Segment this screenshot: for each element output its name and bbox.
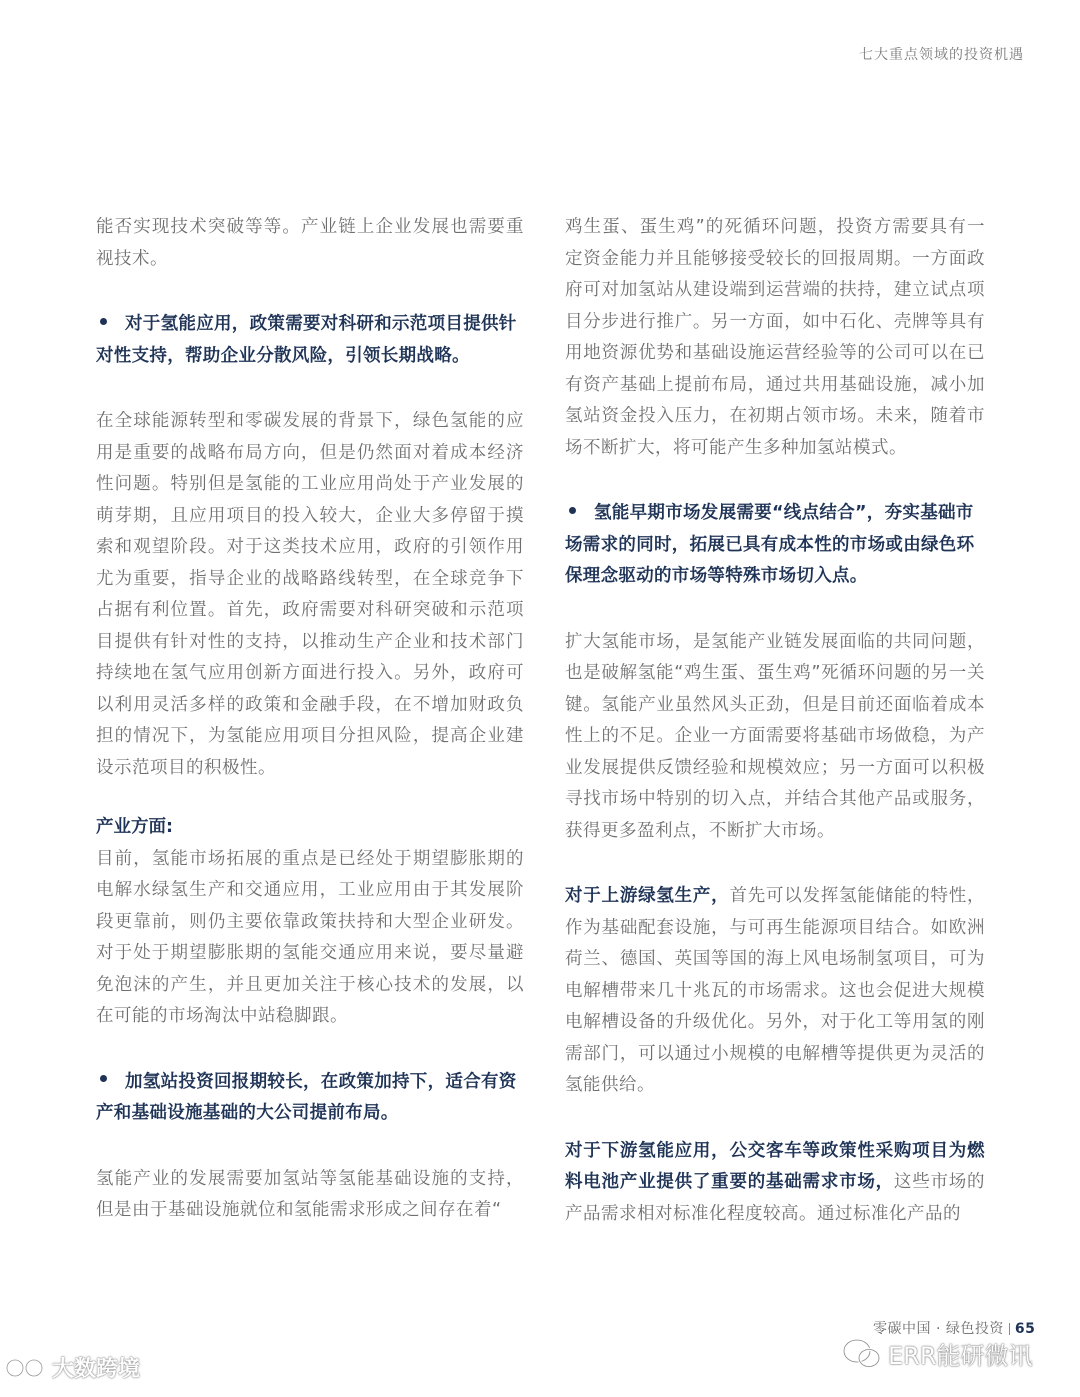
- bullet-point-1: [96, 309, 524, 372]
- watermark-right: [842, 1336, 1033, 1371]
- watermark-right-text: ERR能研微讯: [888, 1342, 1033, 1370]
- page-number: 65: [1014, 1321, 1036, 1337]
- downstream-lead: 对于下游氢能应用，公交客车等政策性采购项目为燃料电池产业提供了重要的基础需求市场，: [565, 1140, 985, 1192]
- left-paragraph-4: 氢能产业的发展需要加氢站等氢能基础设施的支持，但是由于基础设施就位和氢能需求形成之间存在着“: [96, 1168, 524, 1220]
- right-paragraph-1: 鸡生蛋、蛋生鸡”的死循环问题，投资方需要具有一定资金能力并且能够接受较长的回报周期。一方面政府可对加氢站从建设端到运营端的扶持，建立试点项目分步进行推广。另一方面，如中石化、壳牌等具有用地资源优势和基础设施运营经验等的公司可以在已有资产基础上提前布局，通过共用基础设施，减小加氢站资金投入压力，在初期占领市场。未来，随着市场不断扩大，将可能产生多种加氢站模式。: [565, 217, 985, 458]
- downstream-body: 这些市场的产品需求相对标准化程度较高。通过标准化产品的: [565, 1172, 986, 1224]
- left-column: [96, 212, 524, 1227]
- right-paragraph-3: [565, 881, 985, 1102]
- bullet-dot-icon: [100, 318, 107, 325]
- footer-publication-title: 零碳中国 · 绿色投资: [873, 1321, 1004, 1337]
- upstream-body: 首先可以发挥氢能储能的特性，作为基础配套设施，与可再生能源项目结合。如欧洲荷兰、德国、英国等国的海上风电场制氢项目，可为电解槽带来几十兆瓦的市场需求。这也会促进大规模电解槽设备的升级优化。另外，对于化工等用氢的刚需部门，可以通过小规模的电解槽等提供更为灵活的氢能供给。: [565, 886, 986, 1095]
- watermark-left: [6, 1352, 140, 1383]
- right-paragraph-2: 扩大氢能市场，是氢能产业链发展面临的共同问题，也是破解氢能“鸡生蛋、蛋生鸡”死循环问题的另一关键。氢能产业虽然风头正劲，但是目前还面临着成本性上的不足。企业一方面需要将基础市场做稳，为产业发展提供反馈经验和规模效应；另一方面可以积极寻找市场中特别的切入点，并结合其他产品或服务，获得更多盈利点，不断扩大市场。: [565, 631, 985, 841]
- watermark-logo-icon: [6, 1355, 48, 1381]
- bullet-dot-icon: [569, 507, 576, 514]
- right-column: [565, 212, 985, 1230]
- left-paragraph-1: 能否实现技术突破等等。产业链上企业发展也需要重视技术。: [96, 217, 524, 269]
- right-paragraph-4: [565, 1136, 985, 1231]
- watermark-left-text: 大数跨境: [52, 1357, 141, 1382]
- bullet-dot-icon: [100, 1075, 107, 1082]
- bullet-text: 对于氢能应用，政策需要对科研和示范项目提供针对性支持，帮助企业分散风险，引领长期战略。: [96, 314, 517, 366]
- left-paragraph-2: 在全球能源转型和零碳发展的背景下，绿色氢能的应用是重要的战略布局方向，但是仍然面对着成本经济性问题。特别但是氢能的工业应用尚处于产业发展的萌芽期，且应用项目的投入较大，企业大多停留于摸索和观望阶段。对于这类技术应用，政府的引领作用尤为重要，指导企业的战略路线转型，在全球竞争下占据有利位置。首先，政府需要对科研突破和示范项目提供有针对性的支持，以推动生产企业和技术部门持续地在氢气应用创新方面进行投入。另外，政府可以利用灵活多样的政策和金融手段，在不增加财政负担的情况下，为氢能应用项目分担风险，提高企业建设示范项目的积极性。: [96, 411, 524, 778]
- running-header: 七大重点领域的投资机遇: [859, 47, 1024, 63]
- bullet-point-3: [565, 498, 985, 593]
- bullet-point-2: [96, 1067, 524, 1130]
- left-paragraph-3: 目前，氢能市场拓展的重点是已经处于期望膨胀期的电解水绿氢生产和交通应用，工业应用由于其发展阶段更靠前，则仍主要依靠政策扶持和大型企业研发。对于处于期望膨胀期的氢能交通应用来说，要尽量避免泡沫的产生，并且更加关注于核心技术的发展，以在可能的市场淘汰中站稳脚跟。: [96, 848, 524, 1026]
- bullet-text: 氢能早期市场发展需要“线点结合”，夯实基础市场需求的同时，拓展已具有成本性的市场或由绿色环保理念驱动的市场等特殊市场切入点。: [565, 503, 975, 586]
- sub-heading-industry: 产业方面:: [96, 817, 173, 837]
- footer-separator: [1009, 1323, 1010, 1335]
- upstream-lead: 对于上游绿氢生产，: [565, 886, 730, 906]
- wechat-icon: [842, 1337, 882, 1371]
- bullet-text: 加氢站投资回报期较长，在政策加持下，适合有资产和基础设施基础的大公司提前布局。: [96, 1071, 517, 1123]
- page-footer: [873, 1318, 1035, 1338]
